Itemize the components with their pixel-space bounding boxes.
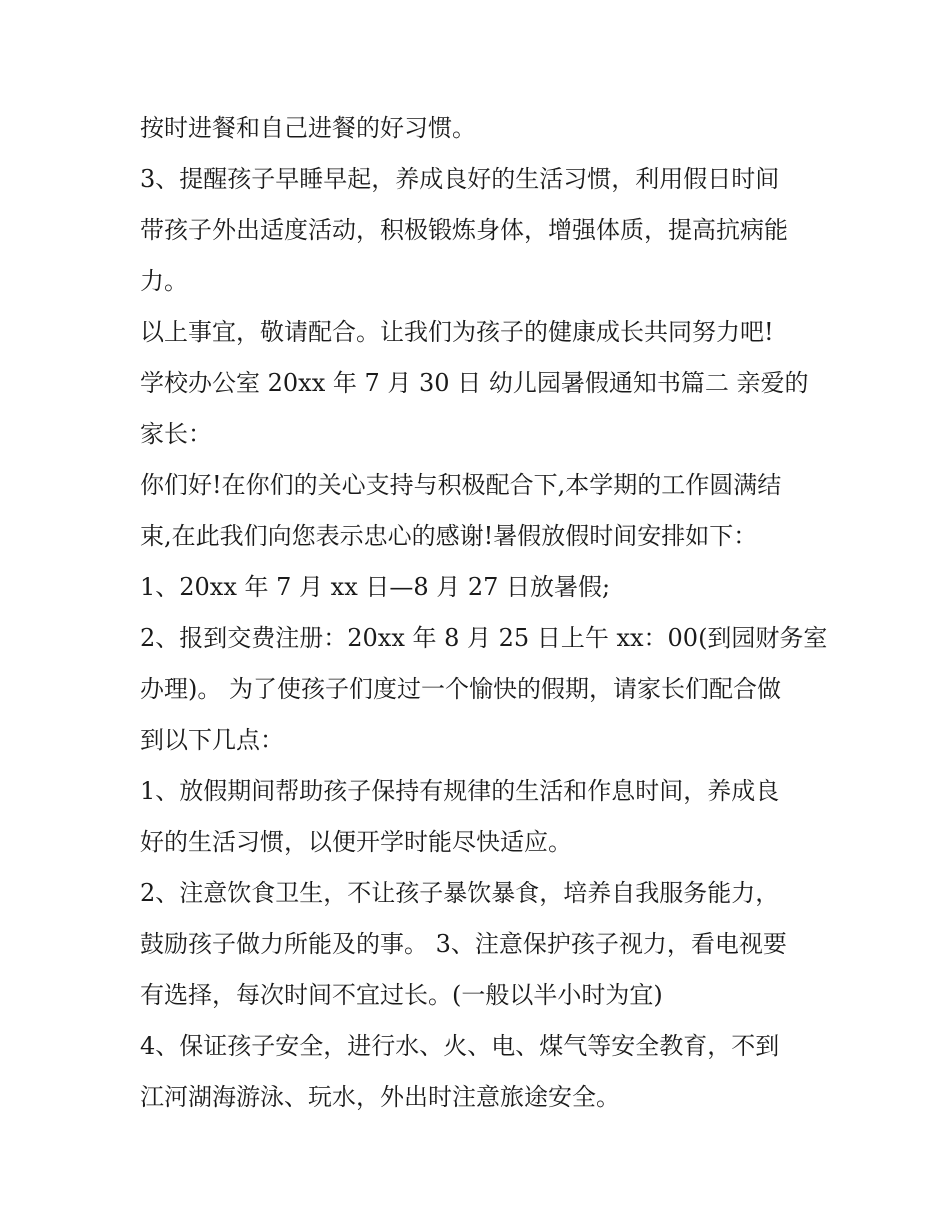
text-line: 按时进餐和自己进餐的好习惯。 bbox=[140, 114, 476, 142]
text-line: 你们好!在你们的关心支持与积极配合下,本学期的工作圆满结 bbox=[140, 471, 782, 499]
text-line: 以上事宜，敬请配合。让我们为孩子的健康成长共同努力吧! bbox=[140, 318, 774, 346]
text-line: 江河湖海游泳、玩水，外出时注意旅途安全。 bbox=[140, 1083, 620, 1111]
text-line: 2、注意饮食卫生，不让孩子暴饮暴食，培养自我服务能力， bbox=[140, 879, 780, 907]
text-line: 1、20xx 年 7 月 xx 日—8 月 27 日放暑假; bbox=[140, 573, 611, 601]
text-line: 带孩子外出适度活动，积极锻炼身体，增强体质，提高抗病能 bbox=[140, 216, 788, 244]
text-line: 束,在此我们向您表示忠心的感谢!暑假放假时间安排如下： bbox=[140, 522, 758, 550]
text-line: 家长： bbox=[140, 420, 212, 448]
text-line: 鼓励孩子做力所能及的事。 3、注意保护孩子视力，看电视要 bbox=[140, 930, 787, 958]
text-line: 3、提醒孩子早睡早起，养成良好的生活习惯，利用假日时间 bbox=[140, 165, 780, 193]
text-line: 学校办公室 20xx 年 7 月 30 日 幼儿园暑假通知书篇二 亲爱的 bbox=[140, 369, 809, 397]
text-line: 力。 bbox=[140, 267, 188, 295]
text-line: 好的生活习惯，以便开学时能尽快适应。 bbox=[140, 828, 572, 856]
text-line: 有选择，每次时间不宜过长。(一般以半小时为宜) bbox=[140, 981, 663, 1009]
text-line: 办理)。 为了使孩子们度过一个愉快的假期，请家长们配合做 bbox=[140, 675, 781, 703]
text-line: 1、放假期间帮助孩子保持有规律的生活和作息时间，养成良 bbox=[140, 777, 780, 805]
text-line: 2、报到交费注册：20xx 年 8 月 25 日上午 xx：00(到园财务室 bbox=[140, 624, 828, 652]
text-line: 4、保证孩子安全，进行水、火、电、煤气等安全教育，不到 bbox=[140, 1032, 780, 1060]
text-line: 到以下几点： bbox=[140, 726, 284, 754]
